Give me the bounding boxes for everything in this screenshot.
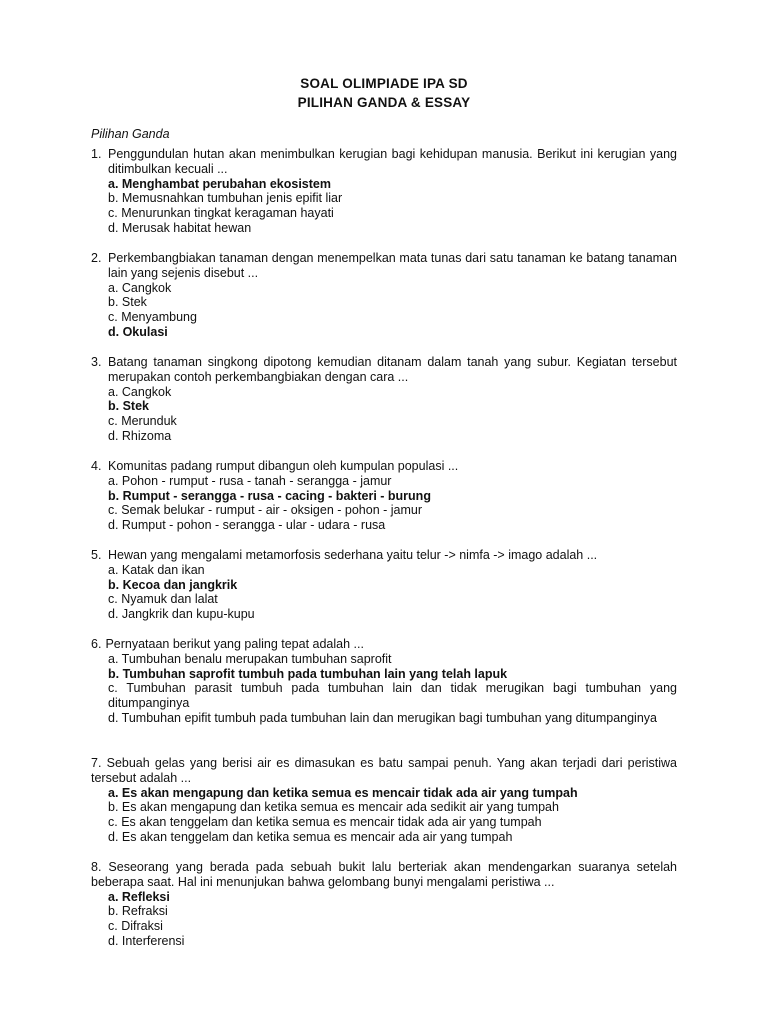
question-1 xyxy=(91,147,677,236)
question-2 xyxy=(91,251,677,340)
question-text: Penggundulan hutan akan menimbulkan kerugian bagi kehidupan manusia. Berikut ini kerugian yang ditimbulkan kecuali ... xyxy=(108,147,677,176)
option-d: d. Okulasi xyxy=(108,324,168,339)
question-3 xyxy=(91,355,677,444)
option-c: c. Semak belukar - rumput - air - oksigen - pohon - jamur xyxy=(108,503,423,518)
option-c: c. Menyambung xyxy=(108,310,197,325)
option-d: d. Tumbuhan epifit tumbuh pada tumbuhan lain dan merugikan bagi tumbuhan yang ditumpanginya xyxy=(108,710,657,725)
question-number: 5. xyxy=(91,548,102,562)
question-4 xyxy=(91,459,677,533)
option-a: a. Menghambat perubahan ekosistem xyxy=(108,176,331,191)
option-c: c. Tumbuhan parasit tumbuh pada tumbuhan lain dan tidak merugikan bagi tumbuhan yang ditumpanginya xyxy=(108,681,677,711)
option-b: b. Stek xyxy=(108,399,149,414)
option-a: a. Pohon - rumput - rusa - tanah - serangga - jamur xyxy=(108,473,392,488)
question-number: 3. xyxy=(91,355,102,369)
option-c: c. Menurunkan tingkat keragaman hayati xyxy=(108,206,334,221)
question-8 xyxy=(91,860,677,949)
document-subtitle: PILIHAN GANDA & ESSAY xyxy=(297,95,471,110)
question-number: 8. xyxy=(91,860,102,874)
option-b: b. Stek xyxy=(108,295,147,310)
option-a: a. Tumbuhan benalu merupakan tumbuhan saprofit xyxy=(108,651,392,666)
document-title: SOAL OLIMPIADE IPA SD xyxy=(300,76,468,91)
option-c: c. Merunduk xyxy=(108,414,177,429)
option-c: c. Es akan tenggelam dan ketika semua es mencair tidak ada air yang tumpah xyxy=(108,815,542,830)
question-5 xyxy=(91,548,677,622)
option-b: b. Rumput - serangga - rusa - cacing - bakteri - burung xyxy=(108,488,431,503)
option-a: a. Katak dan ikan xyxy=(108,562,205,577)
option-c: c. Difraksi xyxy=(108,919,163,934)
question-number: 4. xyxy=(91,459,102,473)
option-b: b. Kecoa dan jangkrik xyxy=(108,577,238,592)
question-text: Batang tanaman singkong dipotong kemudian ditanam dalam tanah yang subur. Kegiatan tersebut merupakan contoh perkembangbiakan dengan cara ... xyxy=(108,355,677,384)
option-a: a. Cangkok xyxy=(108,280,172,295)
question-7 xyxy=(91,756,677,845)
question-text: Sebuah gelas yang berisi air es dimasukan es batu sampai penuh. Yang akan terjadi dari peristiwa tersebut adalah ... xyxy=(91,756,677,785)
question-text: Hewan yang mengalami metamorfosis sederhana yaitu telur -> nimfa -> imago adalah ... xyxy=(108,548,598,562)
option-d: d. Merusak habitat hewan xyxy=(108,220,252,235)
question-number: 2. xyxy=(91,251,102,265)
question-text: Komunitas padang rumput dibangun oleh kumpulan populasi ... xyxy=(108,459,459,473)
option-b: b. Refraksi xyxy=(108,904,168,919)
option-d: d. Jangkrik dan kupu-kupu xyxy=(108,607,255,622)
option-a: a. Cangkok xyxy=(108,384,172,399)
question-text: Pernyataan berikut yang paling tepat adalah ... xyxy=(105,637,364,651)
option-b: b. Memusnahkan tumbuhan jenis epifit liar xyxy=(108,191,343,206)
option-d: d. Es akan tenggelam dan ketika semua es mencair ada air yang tumpah xyxy=(108,829,513,844)
option-a: a. Es akan mengapung dan ketika semua es mencair tidak ada air yang tumpah xyxy=(108,785,578,800)
question-number: 7. xyxy=(91,756,102,770)
option-d: d. Interferensi xyxy=(108,933,185,948)
option-b: b. Es akan mengapung dan ketika semua es mencair ada sedikit air yang tumpah xyxy=(108,800,559,815)
option-d: d. Rumput - pohon - serangga - ular - udara - rusa xyxy=(108,518,386,533)
question-text: Perkembangbiakan tanaman dengan menempelkan mata tunas dari satu tanaman ke batang tanaman lain yang sejenis disebut ... xyxy=(108,251,677,280)
section-label: Pilihan Ganda xyxy=(91,127,170,141)
question-text: Seseorang yang berada pada sebuah bukit lalu berteriak akan mendengarkan suaranya setelah beberapa saat. Hal ini menunjukan bahwa gelombang bunyi mengalami peristiwa ... xyxy=(91,860,677,889)
option-a: a. Refleksi xyxy=(108,889,170,904)
option-c: c. Nyamuk dan lalat xyxy=(108,592,218,607)
question-number: 1. xyxy=(91,147,102,161)
option-d: d. Rhizoma xyxy=(108,428,172,443)
question-number: 6. xyxy=(91,637,102,651)
question-6 xyxy=(91,637,677,726)
option-b: b. Tumbuhan saprofit tumbuh pada tumbuhan lain yang telah lapuk xyxy=(108,666,508,681)
